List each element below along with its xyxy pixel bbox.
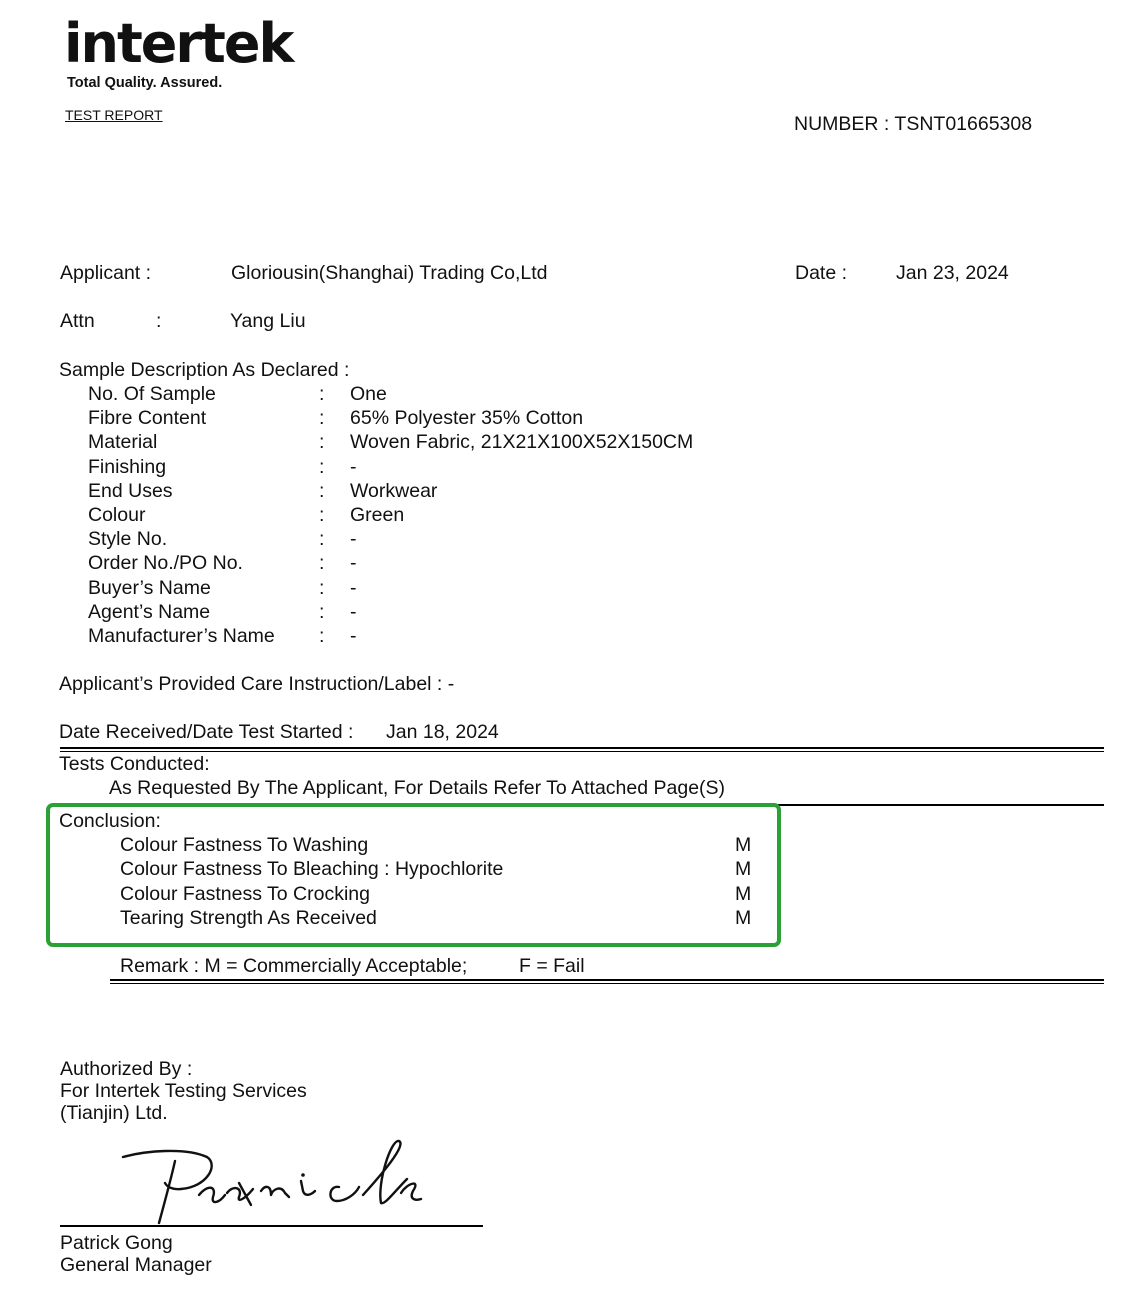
signatory-title: General Manager <box>60 1254 212 1276</box>
sample-row-label: Agent’s Name <box>88 600 211 623</box>
sample-row-colon: : <box>319 479 325 502</box>
sample-row-value: - <box>350 576 357 599</box>
sample-row-value: Green <box>350 504 405 526</box>
conclusion-test-name: Tearing Strength As Received <box>120 907 377 930</box>
authorized-by: Authorized By : <box>60 1058 193 1080</box>
sample-heading: Sample Description As Declared : <box>59 359 350 381</box>
report-number-label: NUMBER : <box>794 113 890 135</box>
remark-text: Remark : M = Commercially Acceptable; <box>120 955 468 977</box>
care-instruction: Applicant’s Provided Care Instruction/Label : - <box>59 673 455 695</box>
conclusion-result: M <box>735 858 752 881</box>
attn-label: Attn <box>60 310 95 332</box>
signature-image <box>115 1135 435 1230</box>
sample-row-colon: : <box>319 431 325 454</box>
conclusion-test-name: Colour Fastness To Bleaching : Hypochlorite <box>120 858 504 881</box>
sample-row-value: - <box>350 625 357 647</box>
sample-row-label: End Uses <box>88 479 173 502</box>
sample-row-value: - <box>350 600 357 623</box>
signature-line <box>60 1225 483 1227</box>
report-number <box>794 112 1032 136</box>
sample-row-value: 65% Polyester 35% Cotton <box>350 407 584 430</box>
sample-row-colon: : <box>319 552 325 575</box>
sample-row-label: Material <box>88 431 158 454</box>
sample-row-colon: : <box>319 455 325 478</box>
remark-fail: F = Fail <box>519 955 585 977</box>
sample-row-label: No. Of Sample <box>88 383 216 405</box>
sample-row-colon: : <box>319 576 325 599</box>
double-rule-bottom <box>60 751 1104 752</box>
signatory-name: Patrick Gong <box>60 1232 173 1254</box>
sample-row-value: - <box>350 552 357 575</box>
date-received-label: Date Received/Date Test Started : <box>59 721 354 743</box>
date-received-value: Jan 18, 2024 <box>386 721 499 743</box>
sample-row-colon: : <box>319 528 325 551</box>
conclusion-test-name: Colour Fastness To Washing <box>120 834 369 856</box>
remark-rule-top <box>110 979 1104 981</box>
double-rule-top <box>60 747 1104 749</box>
conclusion-test-name: Colour Fastness To Crocking <box>120 882 370 905</box>
sample-row-label: Colour <box>88 504 146 526</box>
sample-row-colon: : <box>319 600 325 623</box>
sample-row-colon: : <box>319 407 325 430</box>
authorized-company-2: (Tianjin) Ltd. <box>60 1102 168 1124</box>
tests-detail: As Requested By The Applicant, For Details Refer To Attached Page(S) <box>109 777 726 799</box>
intertek-logo: intertek <box>64 12 293 75</box>
attn-value: Yang Liu <box>230 310 306 332</box>
sample-row-value: One <box>350 383 387 405</box>
date-value: Jan 23, 2024 <box>896 262 1009 284</box>
date-label: Date : <box>795 262 848 284</box>
sample-row-label: Fibre Content <box>88 407 207 430</box>
report-number-value: TSNT01665308 <box>894 113 1033 135</box>
conclusion-result: M <box>735 882 752 905</box>
applicant-value: Gloriousin(Shanghai) Trading Co,Ltd <box>231 262 548 284</box>
logo-tagline: Total Quality. Assured. <box>67 75 223 91</box>
applicant-label: Applicant : <box>60 262 152 284</box>
sample-row-colon: : <box>319 504 325 526</box>
authorized-company: For Intertek Testing Services <box>60 1080 307 1102</box>
attn-colon: : <box>156 310 162 332</box>
conclusion-result: M <box>735 834 752 856</box>
remark-rule-bottom <box>110 983 1104 984</box>
test-report-label: TEST REPORT <box>65 107 163 123</box>
sample-row-label: Style No. <box>88 528 168 551</box>
sample-row-value: - <box>350 528 357 551</box>
sample-row-value: Woven Fabric, 21X21X100X52X150CM <box>350 431 694 454</box>
tests-heading: Tests Conducted: <box>59 753 210 775</box>
conclusion-result: M <box>735 907 752 930</box>
sample-row-label: Finishing <box>88 455 167 478</box>
sample-row-label: Order No./PO No. <box>88 552 243 575</box>
sample-row-colon: : <box>319 383 325 405</box>
sample-row-colon: : <box>319 625 325 647</box>
sample-row-label: Buyer’s Name <box>88 576 211 599</box>
sample-row-label: Manufacturer’s Name <box>88 625 275 647</box>
conclusion-heading: Conclusion: <box>59 810 161 832</box>
sample-row-value: Workwear <box>350 479 438 502</box>
sample-row-value: - <box>350 455 357 478</box>
